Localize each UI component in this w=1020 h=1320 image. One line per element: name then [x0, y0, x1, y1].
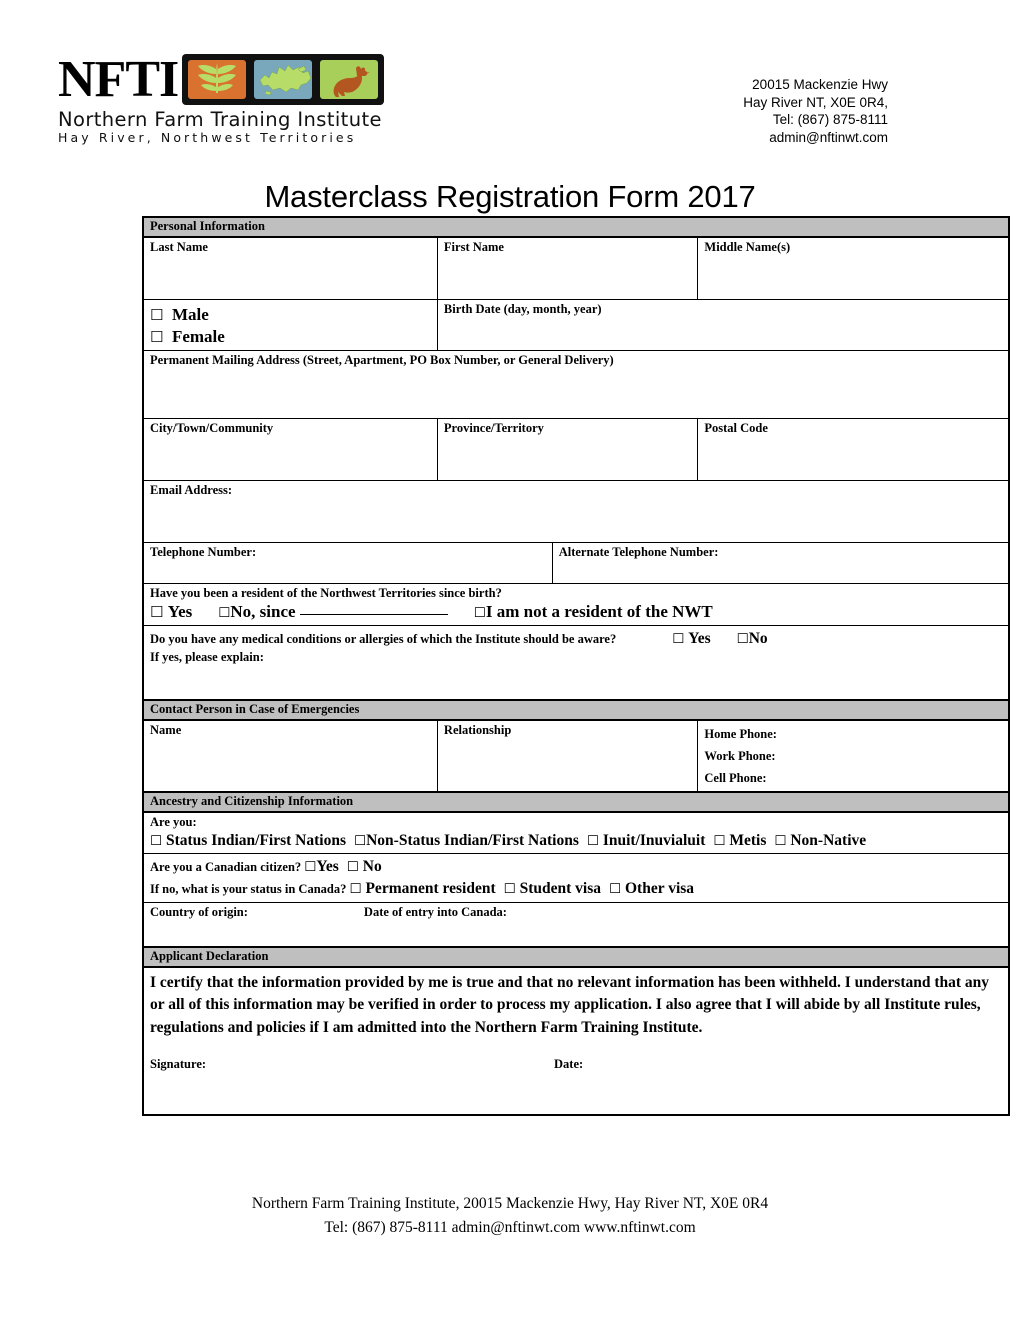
checkbox-icon[interactable]: ☐	[150, 602, 164, 621]
label-date-of-entry: Date of entry into Canada:	[363, 905, 507, 919]
label-metis: Metis	[729, 832, 767, 849]
label-email: Email Address:	[150, 482, 233, 497]
checkbox-icon[interactable]: ☐	[609, 881, 622, 897]
field-gender[interactable]	[143, 299, 437, 350]
row-email	[143, 480, 1009, 542]
nfti-logo	[58, 52, 458, 145]
residency-since-input[interactable]	[300, 614, 448, 615]
field-origin[interactable]	[143, 903, 1009, 947]
row-citizenship	[143, 854, 1009, 903]
label-female: Female	[171, 326, 225, 346]
label-medical-explain: If yes, please explain:	[150, 649, 264, 664]
logo-acronym: NFTI	[58, 50, 179, 108]
label-student-visa: Student visa	[519, 880, 602, 897]
checkbox-student-visa[interactable]	[504, 880, 601, 897]
header-contact-info	[743, 76, 888, 146]
signature-row[interactable]	[150, 1057, 1004, 1072]
page-footer	[0, 1192, 1020, 1240]
row-ancestry-options	[143, 812, 1009, 854]
label-are-you: Are you:	[150, 815, 197, 829]
contact-address: 20015 Mackenzie Hwy	[752, 77, 888, 92]
field-email[interactable]	[143, 480, 1009, 542]
checkbox-icon[interactable]: ☐	[150, 305, 164, 324]
field-ancestry[interactable]	[143, 812, 1009, 854]
checkbox-icon[interactable]: ☐	[150, 327, 164, 346]
field-emergency-relationship[interactable]	[437, 720, 697, 792]
checkbox-icon[interactable]: ☐	[346, 859, 359, 875]
label-country-of-origin: Country of origin:	[150, 905, 248, 919]
row-medical	[143, 625, 1009, 700]
checkbox-icon[interactable]: ☐	[150, 833, 163, 849]
status-question-line[interactable]	[150, 878, 1004, 900]
label-medical-no: No	[748, 629, 768, 647]
checkbox-icon[interactable]: ☐	[349, 881, 362, 897]
label-city: City/Town/Community	[150, 420, 274, 435]
row-names	[143, 237, 1009, 299]
field-declaration	[143, 967, 1009, 1115]
field-middle-name[interactable]	[698, 237, 1009, 299]
footer-line-1: Northern Farm Training Institute, 20015 Mackenzie Hwy, Hay River NT, X0E 0R4	[251, 1195, 769, 1212]
row-gender-birthdate	[143, 299, 1009, 350]
residency-options[interactable]	[150, 601, 1004, 624]
checkbox-male[interactable]	[150, 304, 433, 326]
label-medical-yes: Yes	[688, 629, 711, 647]
label-permanent-resident: Permanent resident	[365, 880, 496, 897]
label-residency-question: Have you been a resident of the Northwest Territories since birth?	[150, 585, 502, 600]
label-work-phone: Work Phone:	[704, 749, 776, 763]
canada-map-tile-icon	[252, 58, 314, 101]
label-emergency-name: Name	[150, 723, 182, 737]
field-alternate-telephone[interactable]	[552, 542, 1009, 583]
field-last-name[interactable]	[143, 237, 437, 299]
section-emergency-label: Contact Person in Case of Emergencies	[143, 700, 1009, 720]
page-title: Masterclass Registration Form 2017	[264, 179, 756, 214]
checkbox-icon[interactable]: ☐	[672, 630, 685, 647]
field-medical[interactable]	[143, 625, 1009, 700]
label-mailing-address: Permanent Mailing Address (Street, Apartment, PO Box Number, or General Delivery)	[150, 352, 614, 367]
checkbox-icon[interactable]: ☐	[218, 604, 231, 621]
field-province[interactable]	[437, 418, 697, 480]
label-middle-name: Middle Name(s)	[704, 240, 791, 254]
checkbox-icon[interactable]: ☐	[354, 833, 367, 849]
declaration-body: I certify that the information provided by me is true and that no relevant information has been withheld. I understand that any or all of this information may be verified in order to process my application. I also agree that I will abide by all Institute rules, regulations and policies if I am admitted into the Northern Farm Training Institute.	[150, 973, 990, 1036]
section-declaration-label: Applicant Declaration	[143, 947, 1009, 967]
registration-form-table	[142, 216, 1010, 1116]
chicken-tile-icon	[318, 58, 380, 101]
label-first-name: First Name	[443, 240, 504, 254]
field-citizenship[interactable]	[143, 854, 1009, 903]
row-telephone	[143, 542, 1009, 583]
field-emergency-name[interactable]	[143, 720, 437, 792]
section-header-emergency	[143, 700, 1009, 720]
label-other-visa: Other visa	[625, 880, 695, 897]
label-citizen-question: Are you a Canadian citizen?	[150, 860, 302, 874]
checkbox-icon[interactable]: ☐	[713, 833, 726, 849]
contact-tel: Tel: (867) 875-8111	[772, 112, 888, 127]
footer-line-2: Tel: (867) 875-8111 admin@nftinwt.com www.nftinwt.com	[324, 1219, 696, 1236]
label-status-question: If no, what is your status in Canada?	[150, 882, 347, 896]
checkbox-icon[interactable]: ☐	[473, 604, 486, 621]
citizen-question-line[interactable]	[150, 856, 1004, 878]
label-citizen-yes: Yes	[316, 858, 339, 875]
field-postal-code[interactable]	[698, 418, 1009, 480]
section-ancestry-label: Ancestry and Citizenship Information	[143, 792, 1009, 812]
checkbox-medical-yes[interactable]	[672, 630, 710, 647]
logo-institute-name: Northern Farm Training Institute	[58, 108, 382, 131]
label-cell-phone: Cell Phone:	[704, 771, 767, 785]
checkbox-icon[interactable]: ☐	[304, 859, 317, 875]
label-emergency-relationship: Relationship	[443, 723, 512, 737]
checkbox-citizen-no[interactable]	[347, 858, 382, 875]
page-header	[0, 52, 1020, 162]
label-not-resident: I am not a resident of the NWT	[485, 601, 713, 621]
row-declaration	[143, 967, 1009, 1115]
row-city-province-postal	[143, 418, 1009, 480]
label-medical-question: Do you have any medical conditions or allergies of which the Institute should be aware?	[150, 631, 617, 646]
label-signature: Signature:	[150, 1057, 207, 1071]
label-inuit: Inuit/Inuvialuit	[602, 832, 706, 849]
plant-tile-icon	[186, 58, 248, 101]
label-non-native: Non-Native	[790, 832, 867, 849]
medical-question-line[interactable]	[150, 628, 1004, 650]
logo-tiles	[182, 54, 384, 105]
field-mailing-address[interactable]	[143, 350, 1009, 418]
field-city[interactable]	[143, 418, 437, 480]
checkbox-icon[interactable]: ☐	[586, 833, 599, 849]
section-header-ancestry	[143, 792, 1009, 812]
checkbox-permanent-resident[interactable]	[349, 880, 495, 897]
row-origin	[143, 903, 1009, 947]
row-emergency-contact	[143, 720, 1009, 792]
checkbox-icon[interactable]: ☐	[503, 881, 516, 897]
contact-city: Hay River NT, X0E 0R4,	[743, 94, 888, 110]
checkbox-icon[interactable]: ☐	[736, 630, 749, 647]
field-telephone[interactable]	[143, 542, 552, 583]
checkbox-citizen-yes[interactable]	[304, 858, 339, 875]
field-residency[interactable]	[143, 583, 1009, 625]
label-home-phone: Home Phone:	[704, 727, 777, 741]
field-emergency-phones[interactable]	[698, 720, 1009, 792]
row-mailing-address	[143, 350, 1009, 418]
label-status-indian: Status Indian/First Nations	[165, 832, 346, 849]
label-last-name: Last Name	[150, 240, 208, 254]
row-residency	[143, 583, 1009, 625]
logo-location: Hay River, Northwest Territories	[58, 130, 357, 145]
label-postal-code: Postal Code	[704, 420, 768, 435]
label-telephone: Telephone Number:	[150, 544, 257, 559]
label-residency-no-since: No, since	[230, 601, 296, 621]
checkbox-icon[interactable]: ☐	[774, 833, 787, 849]
checkbox-female[interactable]	[150, 326, 433, 348]
label-alternate-telephone: Alternate Telephone Number:	[558, 544, 719, 559]
section-header-declaration	[143, 947, 1009, 967]
field-first-name[interactable]	[437, 237, 697, 299]
ancestry-options[interactable]	[150, 830, 1004, 852]
label-birth-date: Birth Date (day, month, year)	[443, 301, 602, 316]
section-header-personal	[143, 217, 1009, 237]
field-birth-date[interactable]	[437, 299, 1009, 350]
label-residency-yes: Yes	[167, 601, 193, 621]
label-date: Date:	[554, 1057, 584, 1071]
section-personal-label: Personal Information	[143, 217, 1009, 237]
label-male: Male	[171, 304, 209, 324]
label-non-status-indian: Non-Status Indian/First Nations	[366, 832, 579, 849]
contact-email: admin@nftinwt.com	[769, 129, 888, 145]
checkbox-other-visa[interactable]	[609, 880, 694, 897]
label-citizen-no: No	[362, 858, 382, 875]
checkbox-medical-no[interactable]	[737, 630, 768, 647]
origin-line[interactable]	[150, 905, 507, 919]
label-province: Province/Territory	[443, 420, 544, 435]
